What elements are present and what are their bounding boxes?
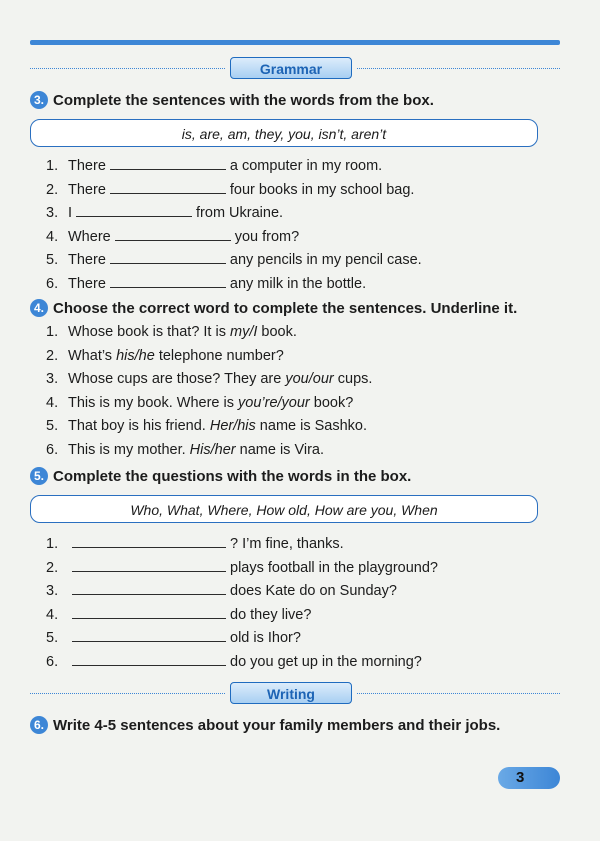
task-4-list [46, 321, 372, 462]
list-item: 3. does Kate do on Sunday? [46, 583, 397, 599]
page-number: 3 [516, 769, 525, 786]
answer-blank[interactable] [72, 534, 226, 548]
list-item: 5. old is Ihor? [46, 630, 301, 646]
word-choice[interactable]: His/her [189, 441, 236, 458]
answer-blank[interactable] [110, 274, 226, 288]
list-item: 4. do they live? [46, 606, 312, 623]
writing-label: Writing [230, 682, 352, 704]
list-item: 5. There any pencils in my pencil case. [46, 252, 422, 268]
list-item: 2. plays football in the playground? [46, 559, 438, 576]
divider [357, 693, 560, 694]
page-number-tab [498, 767, 560, 789]
answer-blank[interactable] [72, 628, 226, 642]
word-box: is, are, am, they, you, isn’t, aren’t [30, 119, 538, 147]
task-4-heading [30, 299, 517, 317]
top-rule [30, 40, 560, 45]
task-instruction: Complete the sentences with the words from the box. [53, 92, 434, 109]
divider [30, 693, 225, 694]
task-number-badge: 4. [30, 299, 48, 317]
task-3-heading [30, 91, 434, 109]
list-item: 2. There four books in my school bag. [46, 181, 415, 198]
divider [357, 68, 560, 69]
answer-blank[interactable] [72, 558, 226, 572]
task-3-list [46, 155, 422, 296]
answer-blank[interactable] [110, 156, 226, 170]
answer-blank[interactable] [72, 652, 226, 666]
word-choice[interactable]: Her/his [209, 418, 256, 434]
task-number-badge: 3. [30, 91, 48, 109]
answer-blank[interactable] [76, 203, 192, 217]
list-item: 4. This is my book. Where is you’re/your book? [46, 394, 354, 411]
word-choice[interactable]: you’re/your [238, 394, 310, 411]
word-choice[interactable]: you/our [285, 371, 334, 387]
divider [30, 68, 225, 69]
list-item: 6. This is my mother. His/her name is Vira. [46, 441, 324, 458]
writing-section-header [30, 682, 560, 706]
word-box: Who, What, Where, How old, How are you, When [30, 495, 538, 523]
task-instruction: Write 4-5 sentences about your family members and their jobs. [53, 717, 501, 734]
list-item: 3. I from Ukraine. [46, 205, 284, 221]
list-item: 5. That boy is his friend. Her/his name is Sashko. [46, 418, 368, 434]
word-choice[interactable]: my/I [230, 324, 258, 340]
word-choice[interactable]: his/he [116, 347, 155, 364]
task-number-badge: 5. [30, 467, 48, 485]
task-number-badge: 6. [30, 716, 48, 734]
grammar-label: Grammar [230, 57, 352, 79]
list-item: 2. What’s his/he telephone number? [46, 347, 284, 364]
answer-blank[interactable] [72, 605, 226, 619]
task-5-heading [30, 467, 411, 485]
list-item: 6. do you get up in the morning? [46, 653, 422, 670]
list-item: 4. Where you from? [46, 228, 300, 245]
list-item: 1. ? I’m fine, thanks. [46, 536, 344, 552]
list-item: 3. Whose cups are those? They are you/our cups. [46, 371, 373, 387]
task-5-list [46, 533, 438, 674]
answer-blank[interactable] [110, 250, 226, 264]
answer-blank[interactable] [115, 227, 231, 241]
answer-blank[interactable] [110, 180, 226, 194]
grammar-section-header [30, 57, 560, 81]
list-item: 6. There any milk in the bottle. [46, 275, 367, 292]
list-item: 1. Whose book is that? It is my/I book. [46, 324, 297, 340]
task-6-heading [30, 716, 500, 734]
task-instruction: Choose the correct word to complete the sentences. Underline it. [53, 300, 518, 317]
answer-blank[interactable] [72, 581, 226, 595]
task-instruction: Complete the questions with the words in the box. [53, 468, 412, 485]
list-item: 1. There a computer in my room. [46, 158, 383, 174]
